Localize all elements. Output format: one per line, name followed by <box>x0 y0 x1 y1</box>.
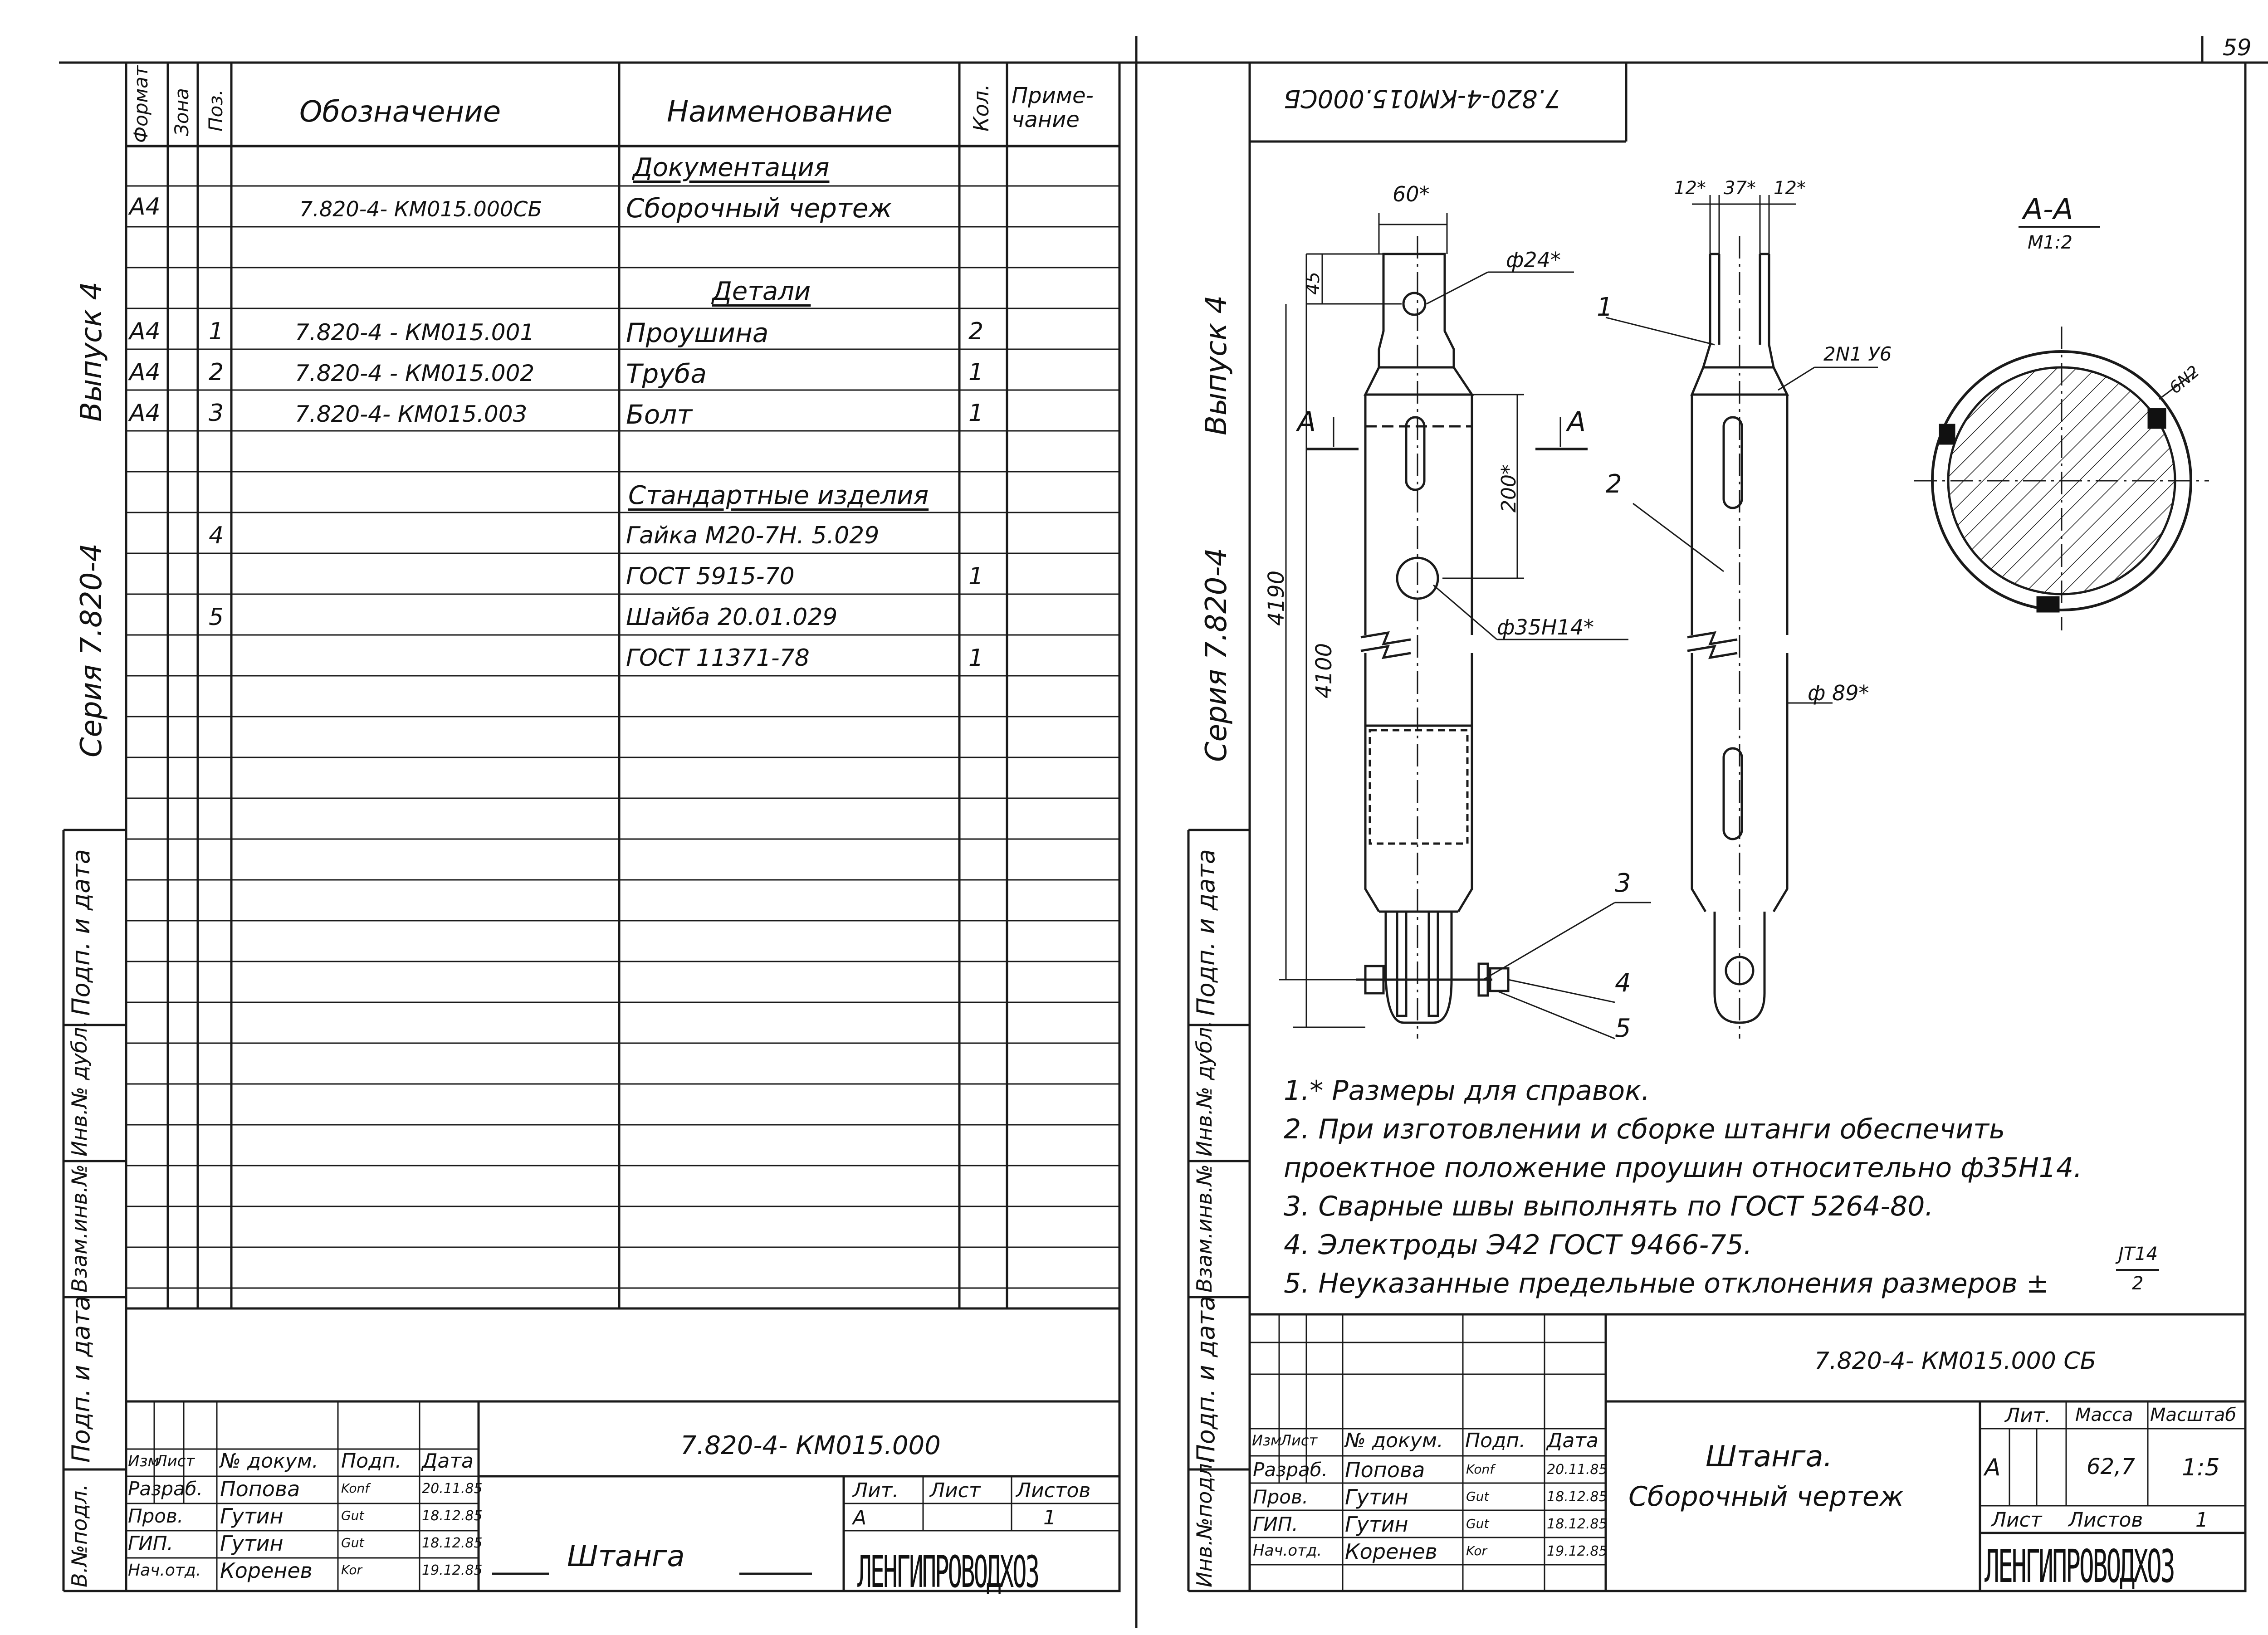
role: Пров. <box>1253 1486 1309 1508</box>
row-designation: 7.820-4- КМ015.000СБ <box>299 197 543 221</box>
person-name: Гутин <box>220 1504 284 1528</box>
side-inv-dup: Инв.№ дубл. <box>67 1020 92 1157</box>
row-format: А4 <box>129 318 161 345</box>
side-issue: Выпуск 4 <box>75 281 108 422</box>
signature: Kor <box>341 1562 362 1577</box>
row-name: ГОСТ 11371-78 <box>626 644 810 672</box>
col-doc-no: № докум. <box>1345 1429 1443 1452</box>
section-a-a <box>1914 227 2209 630</box>
dim-label: 4100 <box>1311 643 1337 698</box>
lit-value: А <box>853 1506 867 1529</box>
row-pos: 5 <box>209 604 224 631</box>
role: Разраб. <box>128 1478 203 1500</box>
row-qty: 2 <box>968 318 984 345</box>
callout-1: 1 <box>1597 293 1613 322</box>
side-series: Серия 7.820-4 <box>75 543 108 757</box>
rod-side-view <box>1687 254 1787 1023</box>
side-series: Серия 7.820-4 <box>1200 547 1233 762</box>
row-format: А4 <box>129 400 161 427</box>
sheets-label: Листов <box>1016 1479 1091 1502</box>
dim-label: 4190 <box>1264 570 1289 626</box>
dim-label: ф24* <box>1506 248 1561 272</box>
date: 19.12.85 <box>1547 1543 1608 1559</box>
mass-value: 62,7 <box>2087 1454 2135 1479</box>
dim-label: 200* <box>1497 464 1520 512</box>
row-designation: 7.820-4 - КМ015.002 <box>295 360 535 386</box>
side-replace-inv: Взам.инв.№ <box>67 1164 92 1293</box>
tolerance-num: JT14 <box>2118 1244 2158 1264</box>
tolerance-den: 2 <box>2132 1273 2144 1294</box>
sheets-value: 1 <box>2195 1508 2208 1532</box>
row-name: Шайба 20.01.029 <box>626 604 838 631</box>
header-pos: Поз. <box>205 89 227 132</box>
section-details: Детали <box>712 277 811 306</box>
row-qty: 1 <box>968 644 984 672</box>
role: ГИП. <box>1253 1513 1298 1535</box>
stamp-code: 7.820-4-КМ015.000СБ <box>1284 84 1561 113</box>
col-date: Дата <box>422 1450 474 1473</box>
col-list: Лист <box>156 1452 195 1470</box>
org-logo: ЛЕНГИПРОВОДХОЗ <box>1984 1540 2174 1593</box>
sheet-title: Штанга. <box>1706 1440 1833 1474</box>
row-qty: 1 <box>968 359 984 386</box>
row-name: ГОСТ 5915-70 <box>626 563 795 590</box>
side-issue: Выпуск 4 <box>1200 295 1233 435</box>
role: Нач.отд. <box>1253 1542 1322 1560</box>
row-designation: 7.820-4 - КМ015.001 <box>295 319 535 346</box>
scale-value: 1:5 <box>2182 1454 2220 1481</box>
person-name: Коренев <box>220 1558 313 1583</box>
col-izm: Изм <box>1252 1432 1282 1449</box>
cut-label: А <box>1567 406 1586 438</box>
row-format: А4 <box>129 193 161 220</box>
col-sign: Подп. <box>341 1450 402 1473</box>
mass-label: Масса <box>2075 1405 2133 1425</box>
row-pos: 2 <box>209 359 224 386</box>
row-qty: 1 <box>968 400 984 427</box>
doc-code: 7.820-4- КМ015.000 СБ <box>1814 1347 2097 1375</box>
side-sign-date: Подп. и дата <box>1192 849 1220 1016</box>
signature: Konf <box>1466 1462 1495 1477</box>
dim-label: 37* <box>1724 178 1756 199</box>
role: ГИП. <box>128 1532 173 1554</box>
row-name: Проушина <box>626 317 769 348</box>
side-inv-dup: Инв.№ дубл. <box>1192 1020 1217 1157</box>
sheet-subtitle: Сборочный чертеж <box>1628 1481 1904 1513</box>
side-replace-inv: Взам.инв.№ <box>1192 1164 1217 1293</box>
dim-label: 12* <box>1774 178 1806 199</box>
callout-5: 5 <box>1615 1014 1631 1043</box>
dim-label: ф35Н14* <box>1497 615 1594 639</box>
section-label: А-А <box>2023 193 2073 226</box>
section-standard-items: Стандартные изделия <box>628 481 929 510</box>
row-qty: 1 <box>968 563 984 590</box>
dim-label: 12* <box>1674 178 1706 199</box>
rod-front-view <box>1356 254 1508 1023</box>
header-designation: Обозначение <box>299 95 501 129</box>
row-name: Гайка М20-7Н. 5.029 <box>626 522 880 549</box>
sheet-title: Штанга <box>567 1540 685 1573</box>
date: 18.12.85 <box>1547 1516 1608 1532</box>
date: 18.12.85 <box>422 1508 483 1524</box>
note-1: 1.* Размеры для справок. <box>1284 1075 1650 1107</box>
person-name: Попова <box>220 1477 300 1501</box>
doc-code: 7.820-4- КМ015.000 <box>680 1431 941 1460</box>
dim-label: 45 <box>1303 272 1324 295</box>
callout-4: 4 <box>1615 968 1631 998</box>
person-name: Коренев <box>1345 1539 1437 1564</box>
header-note: Приме-чание <box>1012 83 1094 132</box>
side-inv-orig: В.№подл. <box>67 1484 92 1587</box>
side-sign-date: Подп. и дата <box>1192 1296 1220 1463</box>
signature: Gut <box>341 1535 364 1550</box>
sheets-value: 1 <box>1043 1506 1056 1529</box>
side-inv-orig: Инв.№подл. <box>1192 1456 1217 1587</box>
callout-3: 3 <box>1615 869 1631 898</box>
role: Нач.отд. <box>128 1561 201 1580</box>
col-date: Дата <box>1547 1429 1598 1452</box>
person-name: Гутин <box>1345 1485 1408 1509</box>
note-3: 3. Сварные швы выполнять по ГОСТ 5264-80. <box>1284 1191 1934 1222</box>
callout-2: 2 <box>1606 469 1622 499</box>
date: 20.11.85 <box>422 1481 483 1497</box>
date: 20.11.85 <box>1547 1462 1608 1478</box>
sheet-label: Лист <box>1991 1508 2042 1532</box>
note-5: 5. Неуказанные предельные отклонения размеров ± <box>1284 1268 2049 1299</box>
side-sign-date: Подп. и дата <box>67 1296 95 1463</box>
signature: Gut <box>341 1508 364 1523</box>
lit-label: Лит. <box>853 1479 899 1502</box>
section-documentation: Документация <box>633 153 830 182</box>
header-format: Формат <box>130 65 152 143</box>
org-logo: ЛЕНГИПРОВОДХОЗ <box>857 1547 1038 1597</box>
signature: Kor <box>1466 1543 1487 1558</box>
section-scale: М1:2 <box>2028 232 2072 253</box>
note-4: 4. Электроды Э42 ГОСТ 9466-75. <box>1284 1229 1752 1261</box>
person-name: Гутин <box>1345 1512 1408 1537</box>
signature: Gut <box>1466 1489 1489 1504</box>
row-name: Труба <box>626 358 707 389</box>
col-sign: Подп. <box>1465 1429 1526 1452</box>
dim-label: ф 89* <box>1808 681 1869 705</box>
person-name: Гутин <box>220 1531 284 1556</box>
row-format: А4 <box>129 359 161 386</box>
lit-value: А <box>1984 1454 2001 1481</box>
signature: Konf <box>341 1481 370 1496</box>
row-pos: 1 <box>209 318 224 345</box>
person-name: Попова <box>1345 1458 1425 1482</box>
role: Пров. <box>128 1505 184 1527</box>
scale-label: Масштаб <box>2150 1405 2237 1425</box>
date: 18.12.85 <box>1547 1489 1608 1505</box>
header-name: Наименование <box>667 95 893 129</box>
row-pos: 4 <box>209 522 224 549</box>
role: Разраб. <box>1253 1459 1328 1481</box>
date: 18.12.85 <box>422 1535 483 1551</box>
sheets-label: Листов <box>2068 1508 2143 1532</box>
note-2-cont: проектное положение проушин относительно ф35Н14. <box>1284 1152 2082 1184</box>
col-doc-no: № докум. <box>220 1450 318 1473</box>
sheet-label: Лист <box>930 1479 981 1502</box>
cut-label: А <box>1297 406 1316 438</box>
row-name: Сборочный чертеж <box>626 193 892 224</box>
lit-label: Лит. <box>2005 1404 2051 1427</box>
date: 19.12.85 <box>422 1562 483 1578</box>
row-pos: 3 <box>209 400 224 427</box>
col-list: Лист <box>1281 1432 1318 1449</box>
side-sign-date: Подп. и дата <box>67 849 95 1016</box>
header-zone: Зона <box>171 88 193 136</box>
header-qty: Кол. <box>969 84 993 132</box>
row-name: Болт <box>626 399 693 430</box>
col-izm: Изм <box>128 1452 160 1470</box>
dim-label: 60* <box>1393 182 1430 206</box>
page-number: 59 <box>2223 34 2252 61</box>
signature: Gut <box>1466 1516 1489 1531</box>
section-weld: 6N2 <box>2166 362 2204 398</box>
weld-label: 2N1 У6 <box>1823 343 1892 365</box>
row-designation: 7.820-4- КМ015.003 <box>295 401 528 427</box>
note-2: 2. При изготовлении и сборке штанги обеспечить <box>1284 1113 2005 1145</box>
